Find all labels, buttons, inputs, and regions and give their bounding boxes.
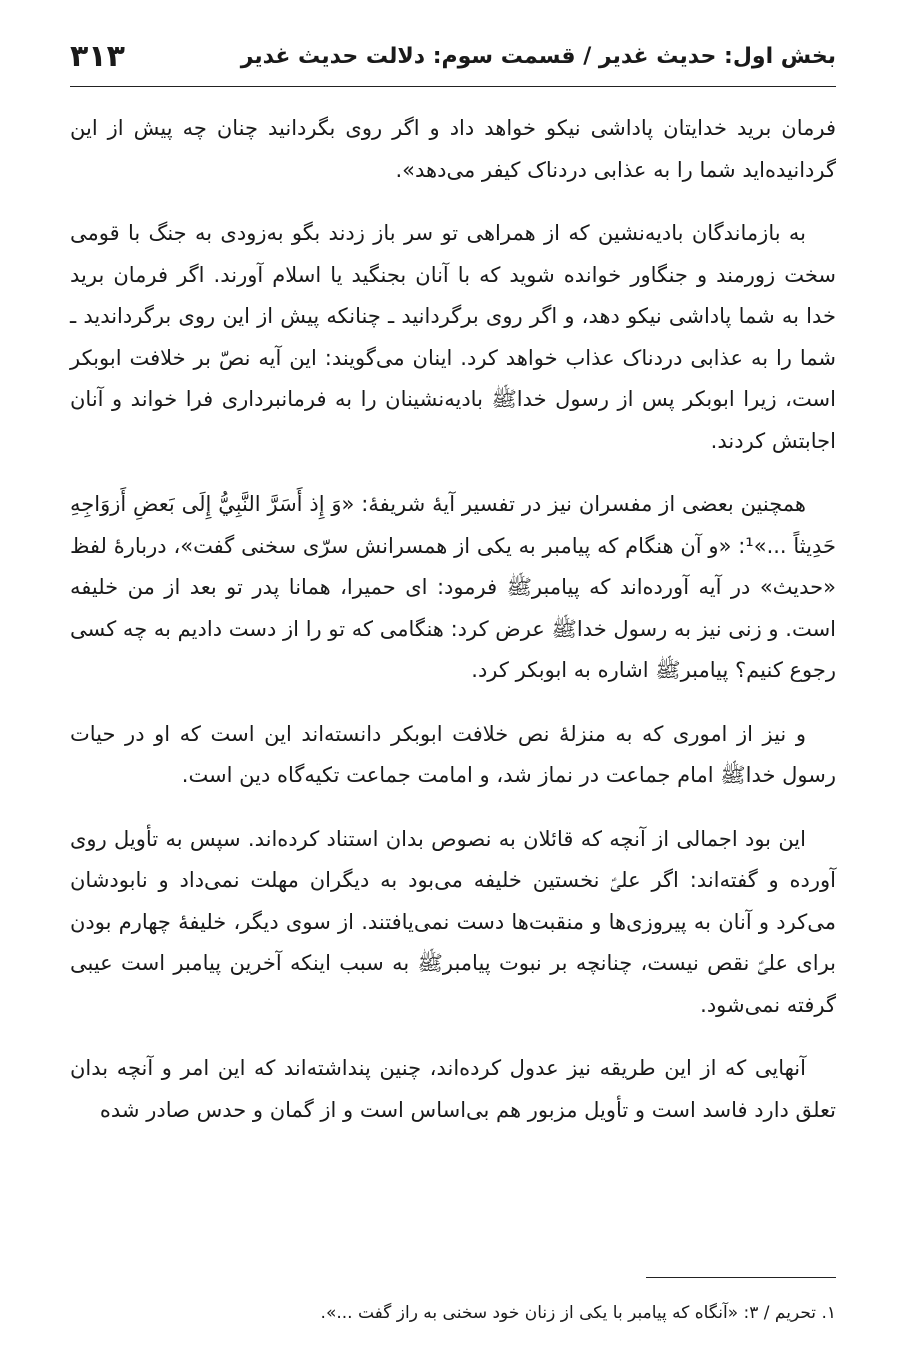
main-text	[70, 108, 836, 1153]
running-header	[70, 30, 836, 82]
header-title: بخش اول: حدیث غدیر / قسمت سوم: دلالت حدیث غدیر	[240, 43, 836, 69]
footnote-divider	[646, 1277, 836, 1278]
paragraph: همچنین بعضی از مفسران نیز در تفسیر آیهٔ شریفهٔ: «وَ إِذ أَسَرَّ النَّبِيُّ إِلَى بَعضِ أَزوَاجِهِ حَدِيثاً ...»¹: «و آن هنگام که پیامبر به یکی از همسرانش سرّی سخنی گفت»، دربارهٔ لفظ «حدیث» در آیه آورده‌اند که پیامبرﷺ فرمود: ای حمیرا، همانا پدر تو بعد از من خلیفه است. و زنی نیز به رسول خداﷺ عرض کرد: هنگامی که تو را از دست دادیم به چه کسی رجوع کنیم؟ پیامبرﷺ اشاره به ابوبکر کرد.	[70, 492, 836, 682]
paragraph: این بود اجمالی از آنچه که قائلان به نصوص بدان استناد کرده‌اند. سپس به تأویل روی آورده و گفته‌اند: اگر علیؑ نخستین خلیفه می‌بود به دیگران مهلت نمی‌داد و نابودشان می‌کرد و آنان به پیروزی‌ها و منقبت‌ها دست نمی‌یافتند. از سوی دیگر، خلیفهٔ چهارم بودن برای علیؑ نقص نیست، چنانچه بر نبوت پیامبرﷺ به سبب اینکه آخرین پیامبر است عیبی گرفته نمی‌شود.	[70, 826, 836, 1017]
footnote: ۱. تحریم / ۳: «آنگاه که پیامبر با یکی از زنان خود سخنی به راز گفت ...».	[320, 1303, 836, 1323]
paragraph: و نیز از اموری که به منزلهٔ نص خلافت ابوبکر دانسته‌اند این است که او در حیات رسول خداﷺ امام جماعت در نماز شد، و امامت جماعت تکیه‌گاه دین است.	[70, 721, 836, 787]
paragraph: آنهایی که از این طریقه نیز عدول کرده‌اند، چنین پنداشته‌اند که این امر و آنچه بدان تعلق دارد فاسد است و تأویل مزبور هم بی‌اساس است و از گمان و حدس صادر شده	[70, 1056, 836, 1122]
header-divider	[70, 86, 836, 87]
page-number: ۳۱۳	[70, 38, 125, 74]
paragraph: به بازماندگان بادیه‌نشین که از همراهی تو سر باز زدند بگو به‌زودی به جنگ با قومی سخت زورمند و جنگاور خوانده شوید که با آنان بجنگید یا اسلام آورند. اگر فرمان برید خدا به شما پاداشی نیکو دهد، و اگر روی برگردانید ـ چنانکه پیش از این روی برگرداندید ـ شما را به عذابی دردناک عذاب خواهد کرد. اینان می‌گویند: این آیه نصّ بر خلافت ابوبکر است، زیرا ابوبکر پس از رسول خداﷺ بادیه‌نشینان را به فرمانبرداری فرا خواند و آنان اجابتش کردند.	[70, 221, 836, 453]
paragraph: فرمان برید خدایتان پاداشی نیکو خواهد داد و اگر روی بگردانید چنان چه پیش از این گردانیده‌اید شما را به عذابی دردناک کیفر می‌دهد».	[70, 116, 836, 182]
